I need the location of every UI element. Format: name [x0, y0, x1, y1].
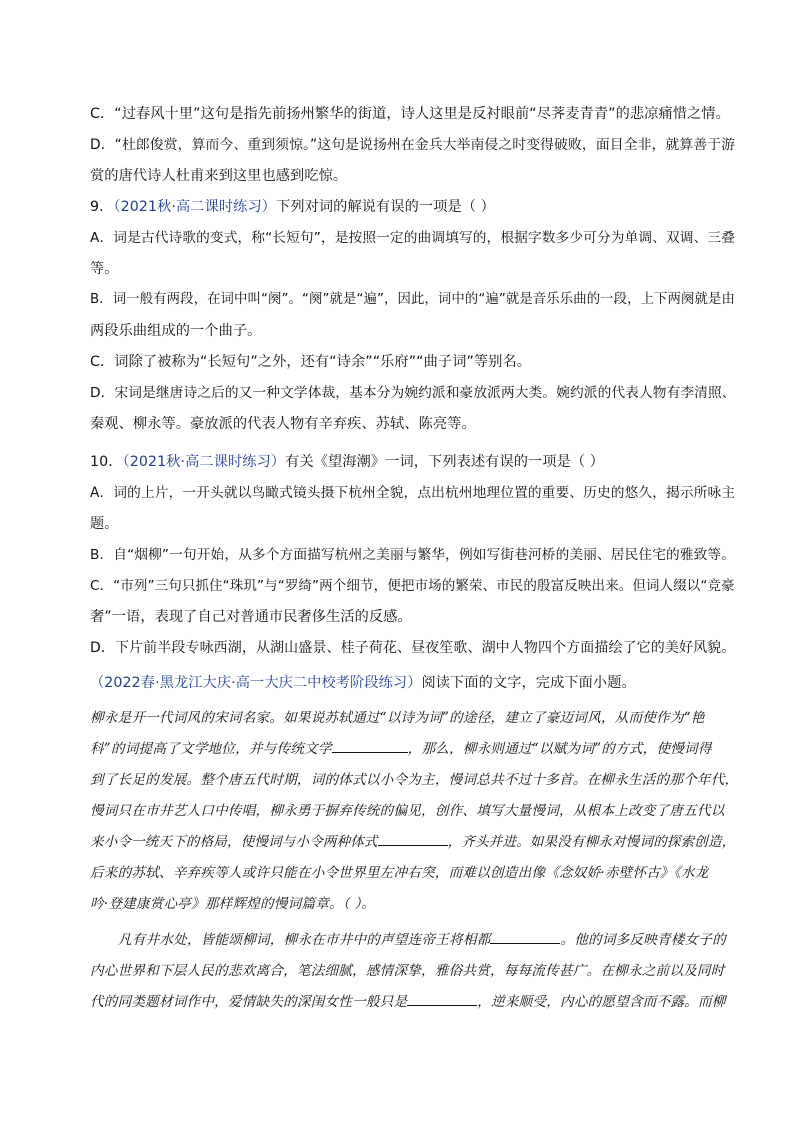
q8-options-continued [90, 103, 738, 196]
option-a-cont: 题。 [90, 516, 119, 532]
option-a: A．词是古代诗歌的变式，称“长短句”，是按照一定的曲调填写的，根据字数多少可分为单调、双调、三叠 [90, 230, 736, 246]
fill-blank [407, 991, 477, 1006]
option-d-cont: 秦观、柳永等。豪放派的代表人物有辛弃疾、苏轼、陈亮等。 [90, 416, 476, 432]
fill-blank [332, 738, 408, 753]
reading-passage [90, 707, 738, 1022]
option-b-cont: 两段乐曲组成的一个曲子。 [90, 323, 262, 339]
option-d: D．下片前半段专咏西湖，从湖山盛景、桂子荷花、昼夜笙歌、湖中人物四个方面描绘了它的美好风貌。 [90, 640, 736, 656]
group-stem: 阅读下面的文字，完成下面小题。 [421, 675, 636, 691]
option-a: A．词的上片，一开头就以鸟瞰式镜头摄下杭州全貌，点出杭州地理位置的重要、历史的悠久，揭示所咏主 [90, 485, 736, 501]
reading-group-header [90, 672, 738, 694]
question-number: 9． [90, 199, 114, 215]
option-d: D．“杜郎俊赏，算而今、重到须惊。”这句是说扬州在金兵大举南侵之时变得破败，面目全非，就算善于游 [90, 137, 736, 153]
passage-paragraph-2: 凡有井水处，皆能颂柳词，柳永在市井中的声望连帝王将相都 。他的词多反映青楼女子的 内心世界和下层人民的悲欢离合，笔法细腻，感情深挚，雅俗共赏，每每流传甚广。在柳永之前以及同时 代的同类题材词作中，爱情缺失的深闺女性一般只是 ，逆来顺受，内心的愿望含而不露。而柳 [90, 929, 738, 1013]
question-10-header [90, 451, 738, 473]
fill-blank [490, 929, 560, 944]
question-9 [90, 196, 738, 444]
question-stem: 下列对词的解说有误的一项是（ ） [276, 199, 495, 215]
question-10 [90, 451, 738, 668]
group-source: （2022春·黑龙江大庆·高一大庆二中校考阶段练习） [90, 675, 422, 691]
question-source: （2021秋·高二课时练习） [113, 199, 277, 215]
option-d: D．宋词是继唐诗之后的又一种文学体裁，基本分为婉约派和豪放派两大类。婉约派的代表人物有李清照、 [90, 385, 736, 401]
question-stem: 有关《望海潮》一词，下列表述有误的一项是（ ） [285, 454, 605, 470]
fill-blank [378, 831, 448, 846]
question-number: 10． [90, 454, 123, 470]
option-c: C．词除了被称为“长短句”之外，还有“诗余”“乐府”“曲子词”等别名。 [90, 354, 532, 370]
option-d-cont: 赏的唐代诗人杜甫来到这里也感到吃惊。 [90, 168, 348, 184]
option-b: B．自“烟柳”一句开始，从多个方面描写杭州之美丽与繁华，例如写街巷河桥的美丽、居民住宅的雅致等。 [90, 547, 736, 563]
question-source: （2021秋·高二课时练习） [122, 454, 286, 470]
option-c-cont: 奢”一语，表现了自己对普通市民奢侈生活的反感。 [90, 609, 412, 625]
question-9-header [90, 196, 738, 218]
option-a-cont: 等。 [90, 261, 119, 277]
option-c: C．“过春风十里”这句是指先前扬州繁华的街道，诗人这里是反衬眼前“尽荠麦青青”的悲凉痛惜之情。 [90, 106, 730, 122]
passage-paragraph-1: 柳永是开一代词风的宋词名家。如果说苏轼通过“以诗为词”的途径，建立了豪迈词风，从而使作为“艳 科”的词提高了文学地位，并与传统文学 ，那么，柳永则通过“以赋为词”的方式，使慢词得 到了长足的发展。整个唐五代时期，词的体式以小令为主，慢词总共不过十多首。在柳永生活的那个年代， 慢词只在市井艺人口中传唱，柳永勇于摒弃传统的偏见，创作、填写大量慢词，从根本上改变了唐五代以 来小令一统天下的格局，使慢词与小令两种体式 ，齐头并进。如果没有柳永对慢词的探索创造， 后来的苏轼、辛弃疾等人或许只能在小令世界里左冲右突，而难以创造出像《念奴娇·赤壁怀古》《水龙 吟·登建康赏心亭》那样辉煌的慢词篇章。（ ）。 [90, 710, 739, 912]
option-b: B．词一般有两段，在词中叫“阕”。“阕”就是“遍”，因此，词中的“遍”就是音乐乐曲的一段，上下两阕就是由 [90, 292, 735, 307]
option-c: C．“市列”三句只抓住“珠玑”与“罗绮”两个细节，便把市场的繁荣、市民的殷富反映出来。但词人缀以“竞豪 [90, 578, 735, 594]
